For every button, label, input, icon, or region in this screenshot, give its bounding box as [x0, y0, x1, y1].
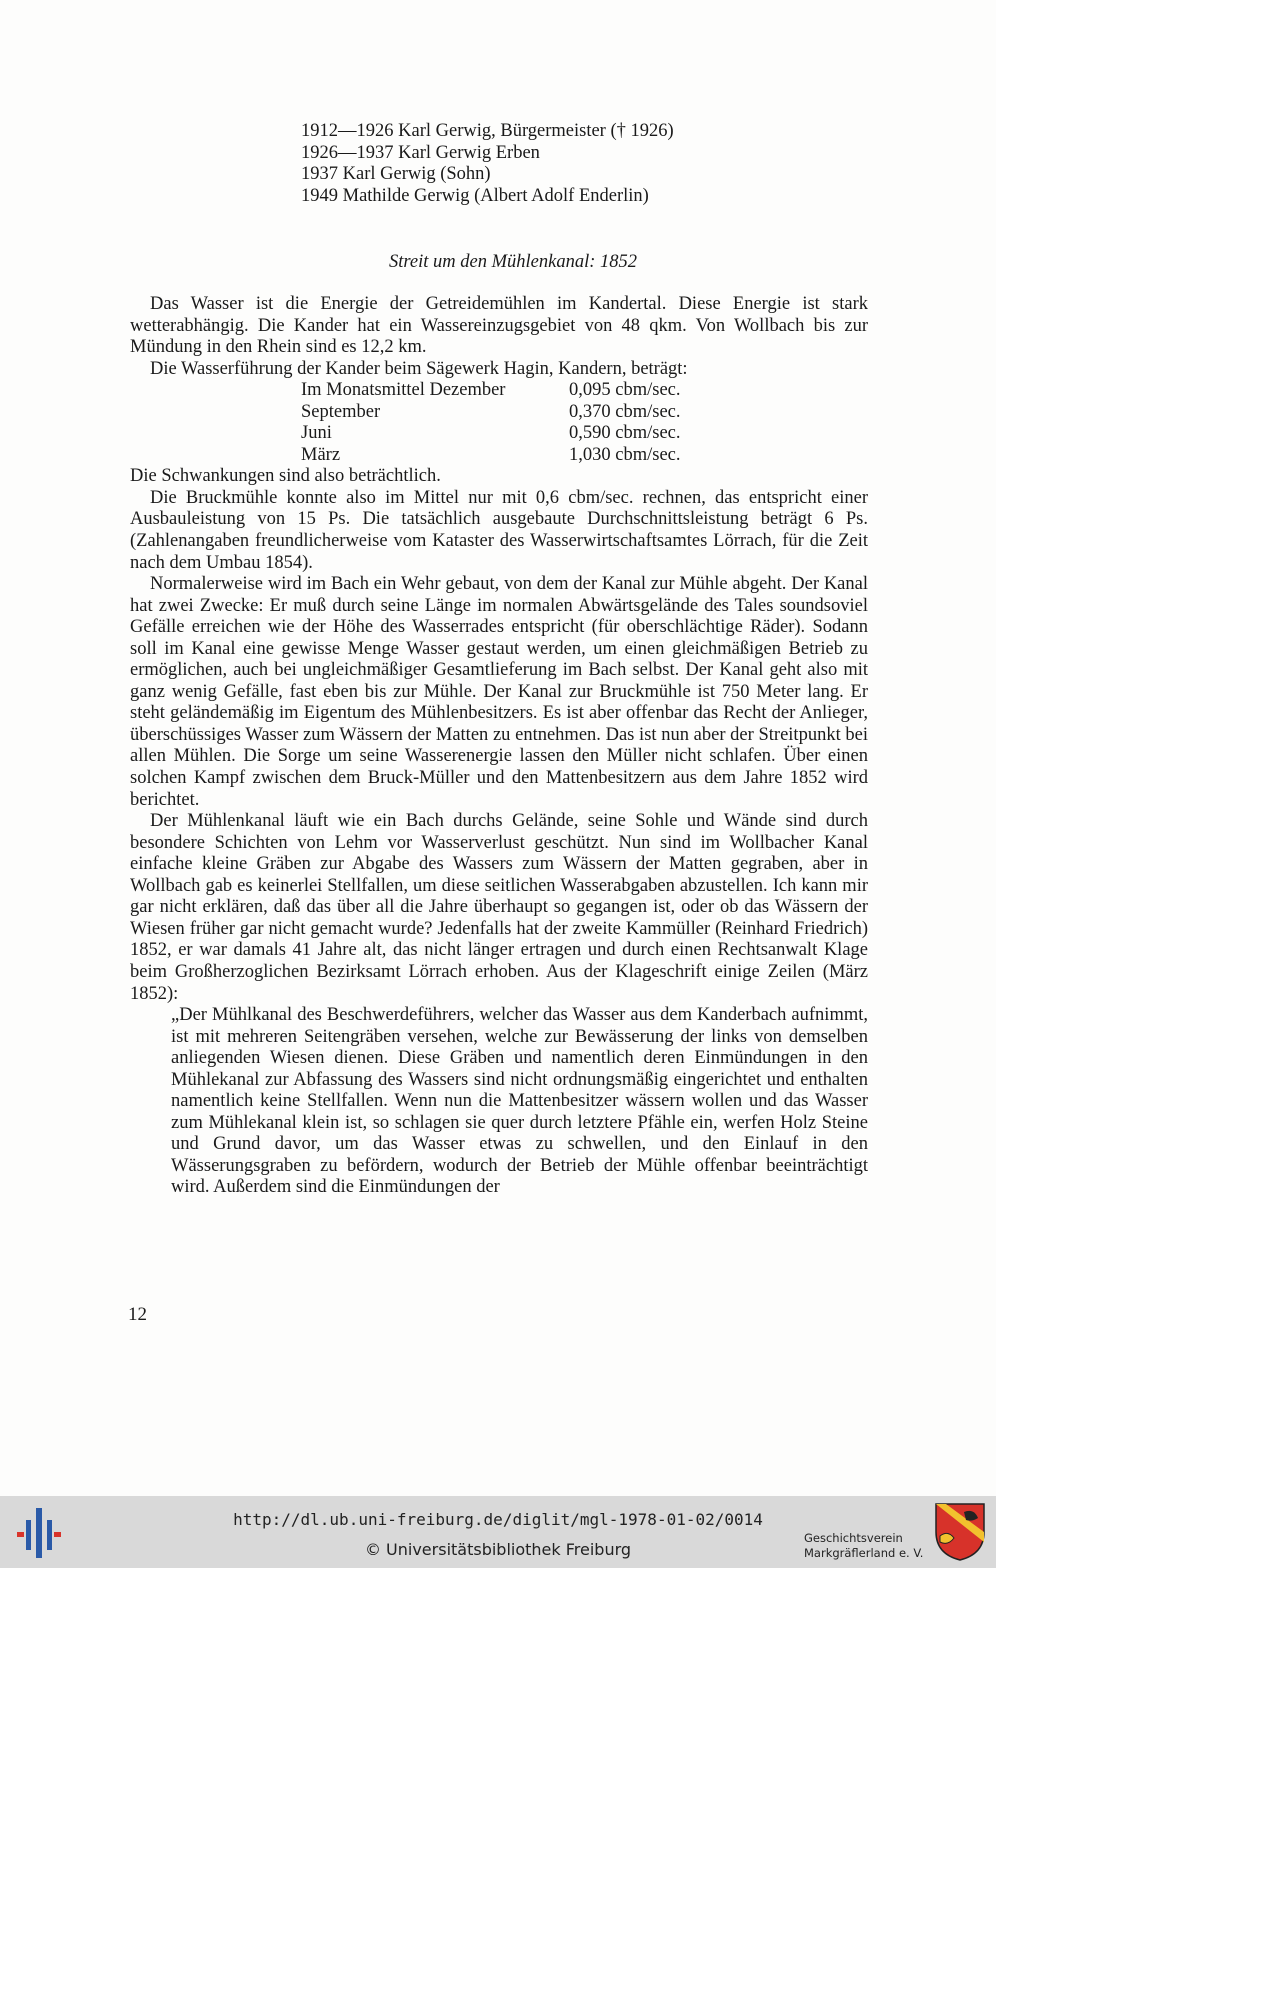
flow-month: März	[301, 444, 341, 465]
paragraph: Das Wasser ist die Energie der Getreidemühlen im Kandertal. Diese Energie ist stark wetterabhängig. Die Kander hat ein Wassereinzugsgebiet von 48 qkm. Von Wollbach bis zur Mündung in den Rhein sind es 12,2 km.	[130, 294, 868, 358]
block-quote: „Der Mühlkanal des Beschwerdeführers, welcher das Wasser aus dem Kanderbach aufnimmt, ist mit mehreren Seitengräben versehen, welche zur Bewässerung der links von demselben anliegenden Wiesen dienen. Diese Gräben und namentlich deren Einmündungen in den Mühlekanal zur Abfassung des Wassers sind nicht ordnungsmäßig eingerichtet und enthalten namentlich keine Stellfallen. Wenn nun die Mattenbesitzer wässern wollen und das Wasser zum Mühlekanal klein ist, so schlagen sie quer durch letztere Pfähle ein, werfen Holz Steine und Grund davor, um das Wasser etwas zu schwellen, und den Einlauf in den Wässerungsgraben zu befördern, wodurch der Betrieb der Mühle offenbar beeinträchtigt wird. Außerdem sind die Einmündungen der	[171, 1005, 868, 1198]
flow-month: Im Monatsmittel Dezember	[301, 380, 506, 401]
society-name	[804, 1531, 923, 1561]
paragraph: Die Bruckmühle konnte also im Mittel nur mit 0,6 cbm/sec. rechnen, das entspricht einer Ausbauleistung von 15 Ps. Die tatsächlich ausgebaute Durchschnittsleistung beträgt 6 Ps. (Zahlenangaben freundlicherweise vom Kataster des Wasserwirtschaftsamtes Lörrach, für die Zeit nach dem Umbau 1854).	[130, 487, 868, 573]
footer-bar	[0, 1496, 996, 1568]
coat-of-arms-icon	[934, 1502, 986, 1562]
society-line: Markgräflerland e. V.	[804, 1546, 924, 1560]
section-heading: Streit um den Mühlenkanal: 1852	[389, 252, 637, 272]
page-number: 12	[128, 1304, 147, 1325]
owner-entry: 1926—1937 Karl Gerwig Erben	[301, 142, 540, 163]
flow-value: 0,095 cbm/sec.	[569, 380, 681, 401]
paragraph: Normalerweise wird im Bach ein Wehr gebaut, von dem der Kanal zur Mühle abgeht. Der Kanal hat zwei Zwecke: Er muß durch seine Länge im normalen Abwärtsgelände des Tales soundsoviel Gefälle erreichen wie der Höhe des Wasserrades entspricht (für oberschlächtige Räder). Sodann soll im Kanal eine gewisse Menge Wasser gestaut werden, um einen gleichmäßigen Betrieb zu ermöglichen, auch bei ungleichmäßiger Gesamtlieferung im Bach selbst. Der Kanal geht also mit ganz wenig Gefälle, fast eben bis zur Mühle. Der Kanal zur Bruckmühle ist 750 Meter lang. Er steht geländemäßig im Eigentum des Mühlenbesitzers. Es ist aber offenbar das Recht der Anlieger, überschüssiges Wasser zum Wässern der Matten zu entnehmen. Das ist nun aber der Streitpunkt bei allen Mühlen. Die Sorge um seine Wasserenergie lassen den Müller nicht schlafen. Über einen solchen Kampf zwischen dem Bruck-Müller und den Mattenbesitzern aus dem Jahre 1852 wird berichtet.	[130, 574, 868, 810]
owner-entry: 1912—1926 Karl Gerwig, Bürgermeister († 1926)	[301, 121, 674, 141]
paragraph: Die Schwankungen sind also beträchtlich.	[130, 466, 441, 487]
flow-value: 0,590 cbm/sec.	[569, 423, 681, 444]
owner-entry: 1949 Mathilde Gerwig (Albert Adolf Enderlin)	[301, 185, 649, 206]
flow-value: 1,030 cbm/sec.	[569, 444, 681, 465]
copyright-text: © Universitätsbibliothek Freiburg	[364, 1540, 632, 1559]
flow-table-row	[301, 445, 868, 467]
flow-month: Juni	[301, 423, 332, 444]
paragraph: Die Wasserführung der Kander beim Sägewerk Hagin, Kandern, beträgt:	[150, 358, 688, 379]
paragraph: Der Mühlenkanal läuft wie ein Bach durchs Gelände, seine Sohle und Wände sind durch besondere Schichten von Lehm vor Wasserverlust geschützt. Nun sind im Wollbacher Kanal einfache kleine Gräben zur Abgabe des Wassers zum Wässern der Matten gegraben, aber in Wollbach gab es keinerlei Stellfallen, um diese seitlichen Wasserabgaben abzustellen. Ich kann mir gar nicht erklären, daß das über all die Jahre überhaupt so gegangen ist, oder ob das Wässern der Wiesen früher gar nicht gemacht wurde? Jedenfalls hat der zweite Kammüller (Reinhard Friedrich) 1852, er war damals 41 Jahre alt, das nicht länger ertragen und durch einen Rechtsanwalt Klage beim Großherzoglichen Bezirksamt Lörrach erhoben. Aus der Klageschrift einige Zeilen (März 1852):	[130, 811, 868, 1004]
flow-month: September	[301, 401, 381, 422]
flow-table-row	[301, 402, 868, 424]
flow-value: 0,370 cbm/sec.	[569, 401, 681, 422]
source-url[interactable]: http://dl.ub.uni-freiburg.de/diglit/mgl-1978-01-02/0014	[233, 1510, 763, 1529]
society-line: Geschichtsverein	[804, 1531, 903, 1545]
flow-table-row	[301, 423, 868, 445]
body-text	[130, 294, 868, 1199]
owner-list	[301, 121, 674, 207]
flow-table-row	[301, 380, 868, 402]
flow-table	[301, 380, 868, 466]
owner-entry: 1937 Karl Gerwig (Sohn)	[301, 164, 491, 185]
